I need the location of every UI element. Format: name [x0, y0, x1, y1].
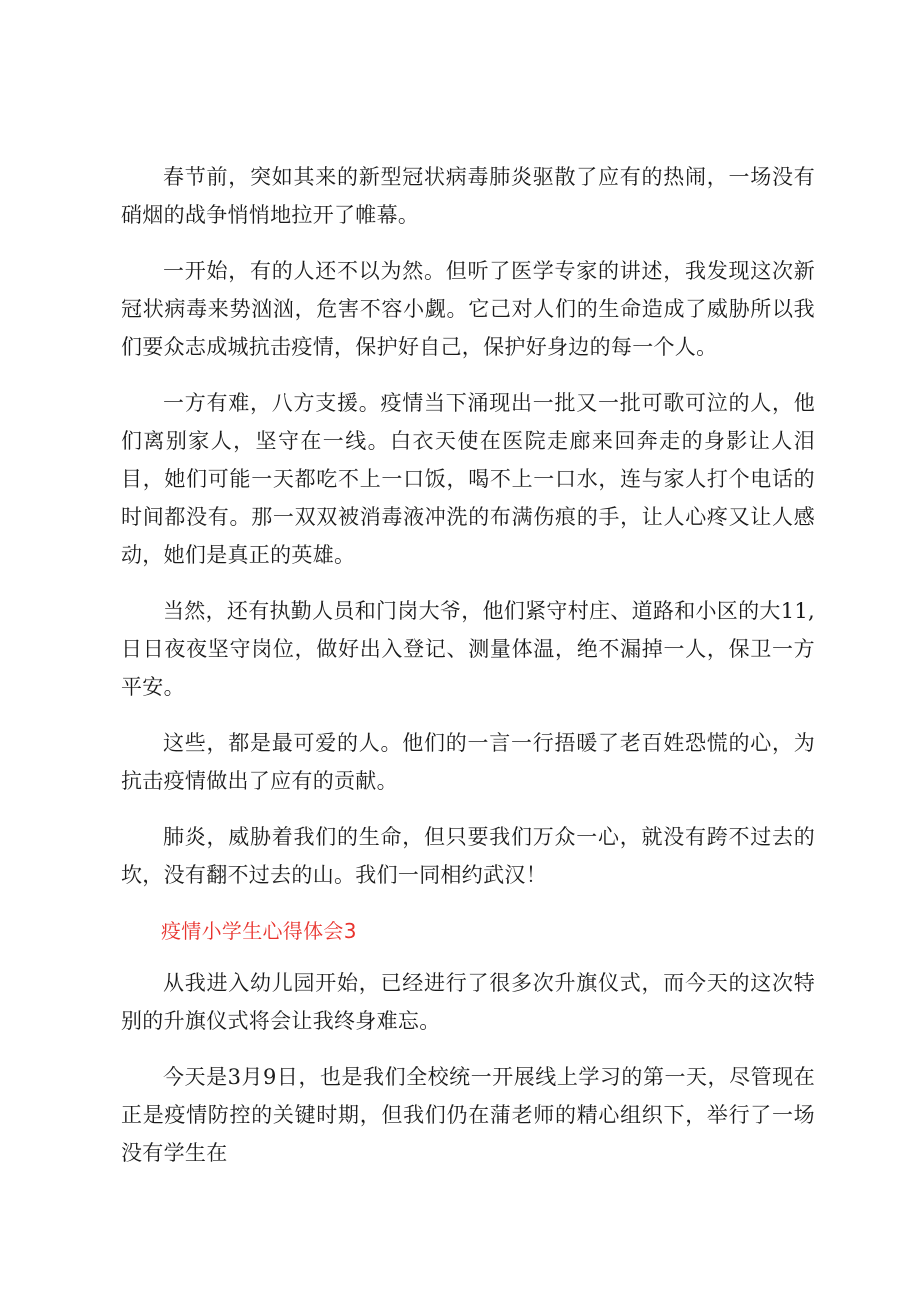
- paragraph-2: 一开始，有的人还不以为然。但听了医学专家的讲述，我发现这次新冠状病毒来势汹汹，危害不容小觑。它己对人们的生命造成了威胁所以我们要众志成城抗击疫情，保护好自己，保护好身边的每一个人。: [121, 259, 815, 359]
- paragraph-5: 这些，都是最可爱的人。他们的一言一行捂暖了老百姓恐慌的心，为抗击疫情做出了应有的贡献。: [121, 731, 815, 793]
- paragraph-4: 当然，还有执勤人员和门岗大爷，他们紧守村庄、道路和小区的大11,日日夜夜坚守岗位，做好出入登记、测量体温，绝不漏掉一人，保卫一方平安。: [121, 599, 815, 699]
- paragraph-8: 今天是3月9日，也是我们全校统一开展线上学习的第一天，尽管现在正是疫情防控的关键时期，但我们仍在蒲老师的精心组织下，举行了一场没有学生在: [121, 1065, 815, 1165]
- paragraph-1: 春节前，突如其来的新型冠状病毒肺炎驱散了应有的热闹，一场没有硝烟的战争悄悄地拉开了帷幕。: [121, 165, 815, 227]
- paragraph-3: 一方有难，八方支援。疫情当下涌现出一批又一批可歌可泣的人，他们离别家人，坚守在一线。白衣天使在医院走廊来回奔走的身影让人泪目，她们可能一天都吃不上一口饭，喝不上一口水，连与家人打个电话的时间都没有。那一双双被消毒液冲洗的布满伤痕的手，让人心疼又让人感动，她们是真正的英雄。: [121, 391, 815, 567]
- section-heading: 疫情小学生心得体会3: [161, 919, 357, 943]
- paragraph-7: 从我进入幼儿园开始，已经进行了很多次升旗仪式，而今天的这次特别的升旗仪式将会让我终身难忘。: [121, 971, 815, 1033]
- document-body: [121, 158, 815, 1190]
- paragraph-6: 肺炎，威胁着我们的生命，但只要我们万众一心，就没有跨不过去的坎，没有翻不过去的山。我们一同相约武汉！: [121, 825, 815, 887]
